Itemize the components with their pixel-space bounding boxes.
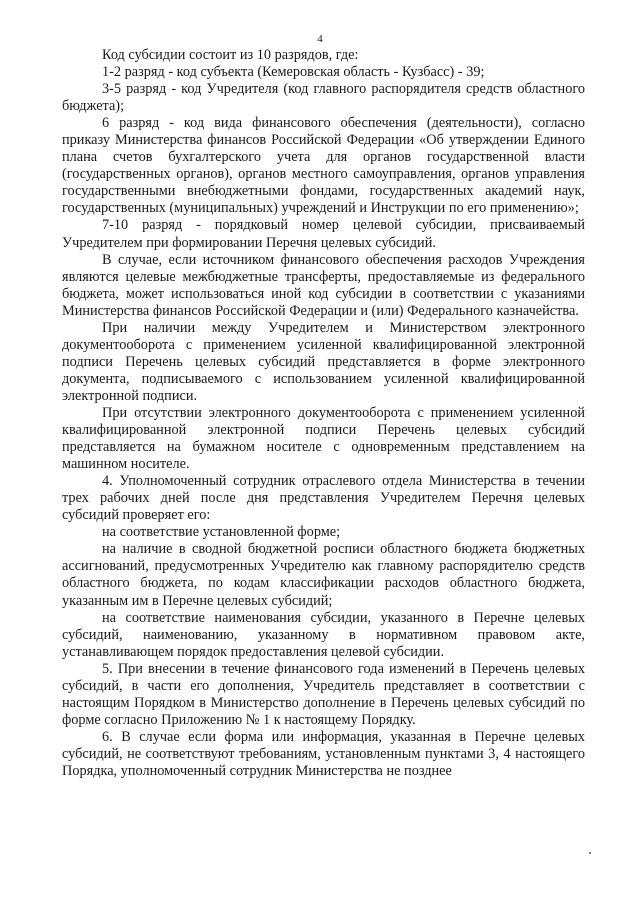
paragraph-clause-5: 5. При внесении в течение финансового года изменений в Перечень целевых субсидий, в части его дополнения, Учредитель представляет в соответствии с настоящим Порядком в Министерство дополнение в Перечень целевых субсидий по форме согласно Приложению № 1 к настоящему Порядку.: [62, 660, 585, 728]
document-body: [62, 47, 585, 780]
paragraph-check-name: на соответствие наименования субсидии, указанного в Перечне целевых субсидий, наименованию, указанному в нормативном правовом акте, устанавливающем порядок предоставления целевой субсидии.: [62, 609, 585, 660]
paragraph-check-allocations: на наличие в сводной бюджетной росписи областного бюджета бюджетных ассигнований, предусмотренных Учредителю как главному распорядителю средств областного бюджета, по кодам классификации расходов областного бюджета, указанным им в Перечне целевых субсидий;: [62, 541, 585, 609]
paragraph-federal-transfers: В случае, если источником финансового обеспечения расходов Учреждения являются целевые межбюджетные трансферты, предоставляемые из федерального бюджета, может использоваться иной код субсидии в соответствии с указаниями Министерства финансов Российской Федерации и (или) Федерального казначейства.: [62, 251, 585, 319]
paragraph-digit-6: 6 разряд - код вида финансового обеспечения (деятельности), согласно приказу Министерства финансов Российской Федерации «Об утверждении Единого плана счетов бухгалтерского учета для органов государственной власти (государственных органов), органов местного самоуправления, органов управления государственными внебюджетными фондами, государственных академий наук, государственных (муниципальных) учреждений и Инструкции по его применению»;: [62, 115, 585, 217]
paragraph-clause-6: 6. В случае если форма или информация, указанная в Перечне целевых субсидий, не соответствуют требованиям, установленным пунктами 3, 4 настоящего Порядка, уполномоченный сотрудник Министерства не позднее: [62, 728, 585, 779]
paragraph-digits-3-5: 3-5 разряд - код Учредителя (код главного распорядителя средств областного бюджета);: [62, 81, 585, 115]
page-number: 4: [317, 33, 323, 45]
paragraph-paper-submission: При отсутствии электронного документооборота с применением усиленной квалифицированной электронной подписи Перечень целевых субсидий представляется на бумажном носителе с одновременным представлением на машинном носителе.: [62, 404, 585, 473]
paragraph-subsidy-code-intro: Код субсидии состоит из 10 разрядов, где:: [102, 47, 359, 63]
paragraph-electronic-workflow: При наличии между Учредителем и Министерством электронного документооборота с применением усиленной квалифицированной электронной подписи Перечень целевых субсидий представляется в форме электронного документа, подписываемого с использованием усиленной квалифицированной электронной подписи.: [62, 319, 585, 404]
paragraph-clause-4: 4. Уполномоченный сотрудник отраслевого отдела Министерства в течении трех рабочих дней после дня представления Учредителем Перечня целевых субсидий проверяет его:: [62, 473, 585, 524]
paragraph-digits-7-10: 7-10 разряд - порядковый номер целевой субсидии, присваиваемый Учредителем при формировании Перечня целевых субсидий.: [62, 217, 585, 251]
paragraph-check-form: на соответствие установленной форме;: [102, 524, 341, 541]
paragraph-digits-1-2: 1-2 разряд - код субъекта (Кемеровская область - Кузбасс) - 39;: [102, 64, 485, 81]
scan-speck: [589, 852, 591, 854]
